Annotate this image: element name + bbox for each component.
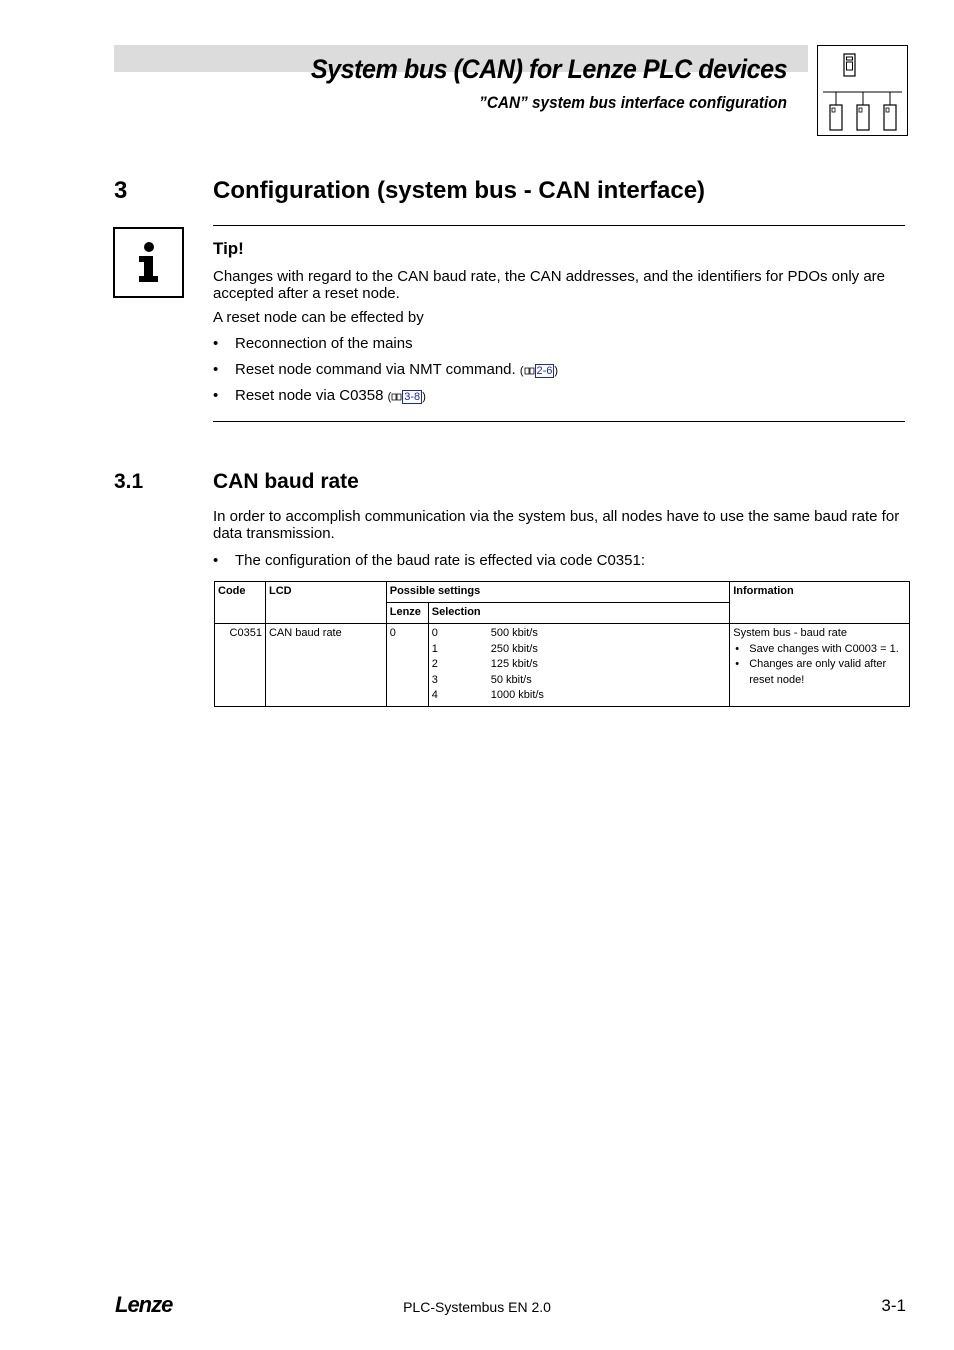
header-title: System bus (CAN) for Lenze PLC devices: [310, 54, 787, 84]
cell-code: C0351: [215, 624, 266, 707]
info-icon: [113, 227, 184, 298]
header-code: Code: [215, 582, 266, 624]
info-item: • Save changes with C0003 = 1.: [733, 642, 906, 658]
list-item: • Reset node via C0358 ( 3-8 ): [213, 387, 426, 404]
tip-paragraph: Changes with regard to the CAN baud rate, the CAN addresses, and the identifiers for PDOs only are accepted after a reset node.: [213, 268, 886, 302]
selection-option: 2 125 kbit/s: [431, 658, 538, 670]
lenze-logo: Lenze: [115, 1292, 173, 1317]
selection-option: 3 50 kbit/s: [431, 673, 532, 686]
header-lcd: LCD: [265, 582, 386, 624]
code-table: [214, 581, 910, 707]
info-title: System bus - baud rate: [733, 627, 847, 639]
info-item: • Changes are only valid after reset node!: [733, 657, 906, 688]
list-item: • Reconnection of the mains: [213, 335, 413, 352]
header-information: Information: [730, 582, 910, 624]
cell-lenze: 0: [386, 624, 428, 707]
header-subtitle: ”CAN” system bus interface configuration: [479, 94, 787, 112]
info-list: [733, 642, 906, 689]
list-item: • Reset node command via NMT command. ( 2-6 ): [213, 361, 559, 378]
tip-paragraph-intro: A reset node can be effected by: [213, 309, 424, 326]
header-lenze: Lenze: [386, 603, 428, 624]
cell-selection: [428, 624, 730, 707]
page-number: 3-1: [881, 1296, 906, 1315]
chapter-title: Configuration (system bus - CAN interface): [213, 177, 706, 204]
list-item: • The configuration of the baud rate is effected via code C0351:: [213, 552, 645, 569]
book-icon: [391, 393, 402, 401]
network-topology-icon: [817, 45, 908, 136]
page-reference: ( 3-8 ): [387, 391, 426, 403]
book-icon: [524, 367, 535, 375]
tip-heading: Tip!: [213, 239, 244, 258]
selection-option: 4 1000 kbit/s: [431, 689, 544, 701]
selection-option: 1 250 kbit/s: [431, 642, 538, 655]
page-reference: ( 2-6 ): [519, 365, 559, 377]
reference-link[interactable]: 3-8: [404, 391, 421, 403]
table-row: [215, 624, 910, 707]
section-number: 3.1: [114, 470, 144, 493]
tip-bottom-rule: [213, 421, 905, 422]
section-paragraph: In order to accomplish communication via the system bus, all nodes have to use the same baud rate for data transmission.: [213, 508, 900, 542]
section-title: CAN baud rate: [213, 470, 359, 493]
footer-document: PLC-Systembus EN 2.0: [403, 1299, 551, 1315]
tip-top-rule: [213, 225, 905, 226]
chapter-number: 3: [114, 177, 128, 204]
cell-information: [730, 624, 910, 707]
selection-option: 0 500 kbit/s: [431, 627, 538, 639]
header-possible-settings: Possible settings: [386, 582, 729, 603]
reference-link[interactable]: 2-6: [536, 365, 553, 377]
header-selection: Selection: [428, 603, 730, 624]
cell-lcd: CAN baud rate: [265, 624, 386, 707]
